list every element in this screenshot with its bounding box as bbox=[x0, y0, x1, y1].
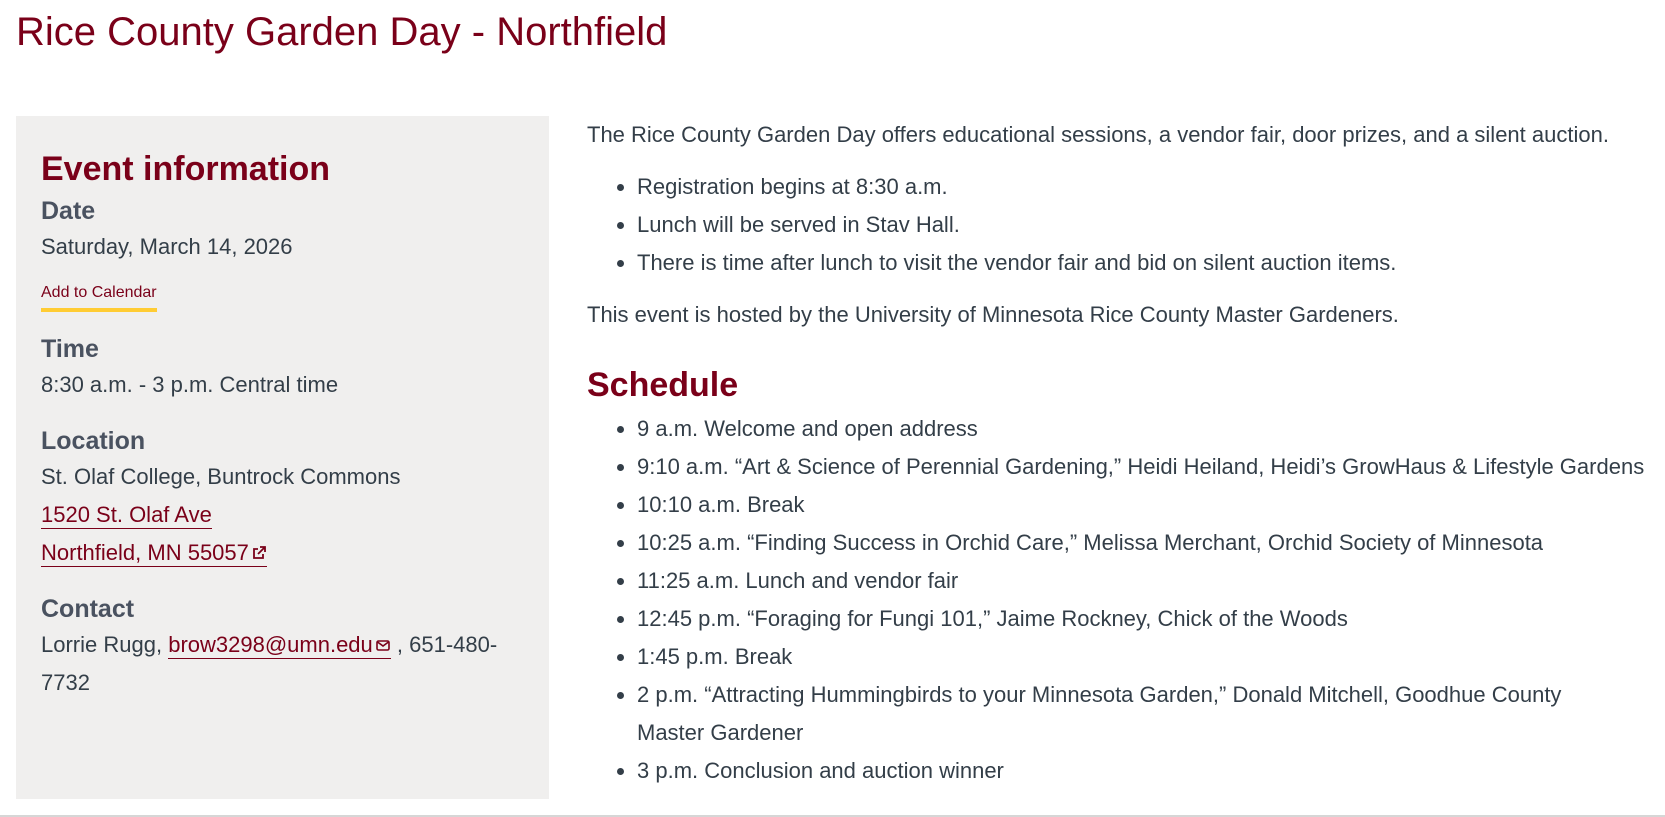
date-block bbox=[41, 194, 524, 312]
location-label: Location bbox=[41, 427, 146, 455]
schedule-item: • 2 p.m. “Attracting Hummingbirds to your Minnesota Garden,” Donald Mitchell, Goodhue County Master Gardener bbox=[637, 676, 1597, 752]
schedule-item: • 10:10 a.m. Break bbox=[637, 486, 1662, 524]
list-item: • There is time after lunch to visit the vendor fair and bid on silent auction items. bbox=[637, 244, 1662, 282]
contact-email: brow3298@umn.edu bbox=[168, 632, 373, 657]
contact-email-link[interactable] bbox=[168, 632, 391, 659]
time-block bbox=[41, 332, 524, 404]
contact-phone: , 651-480-7732 bbox=[41, 632, 498, 695]
schedule-heading: Schedule bbox=[587, 366, 739, 404]
list-item: • Lunch will be served in Stav Hall. bbox=[637, 206, 1662, 244]
date-label: Date bbox=[41, 197, 96, 225]
schedule-item: • 1:45 p.m. Break bbox=[637, 638, 1662, 676]
contact-label: Contact bbox=[41, 595, 135, 623]
time-value: 8:30 a.m. - 3 p.m. Central time bbox=[41, 372, 339, 397]
contact-block bbox=[41, 592, 524, 702]
intro-paragraph: The Rice County Garden Day offers educational sessions, a vendor fair, door prizes, and a silent auction. bbox=[587, 122, 1609, 147]
email-icon bbox=[375, 637, 391, 653]
hosted-paragraph: This event is hosted by the University of Minnesota Rice County Master Gardeners. bbox=[587, 302, 1399, 327]
event-description bbox=[587, 116, 1662, 804]
schedule-item: • 9 a.m. Welcome and open address bbox=[637, 410, 1662, 448]
location-block bbox=[41, 424, 524, 572]
info-list bbox=[587, 168, 1662, 282]
schedule-item: • 12:45 p.m. “Foraging for Fungi 101,” Jaime Rockney, Chick of the Woods bbox=[637, 600, 1662, 638]
address-line2: Northfield, MN 55057 bbox=[41, 540, 249, 565]
date-value: Saturday, March 14, 2026 bbox=[41, 234, 293, 259]
event-info-heading: Event information bbox=[41, 150, 331, 188]
list-item: • Registration begins at 8:30 a.m. bbox=[637, 168, 1662, 206]
schedule-item: • 3 p.m. Conclusion and auction winner bbox=[637, 752, 1662, 790]
time-label: Time bbox=[41, 335, 99, 363]
add-to-calendar-link[interactable]: Add to Calendar bbox=[41, 278, 157, 312]
page-title: Rice County Garden Day - Northfield bbox=[16, 10, 668, 54]
schedule-item: • 10:25 a.m. “Finding Success in Orchid Care,” Melissa Merchant, Orchid Society of Minnesota bbox=[637, 524, 1662, 562]
event-info-sidebar bbox=[16, 116, 549, 799]
contact-name: Lorrie Rugg, bbox=[41, 632, 163, 657]
schedule-list bbox=[587, 410, 1662, 790]
address-line1-link[interactable]: 1520 St. Olaf Ave bbox=[41, 502, 212, 527]
address-map-link[interactable] bbox=[41, 540, 267, 567]
contact-line bbox=[41, 626, 511, 702]
external-link-icon bbox=[251, 545, 267, 561]
location-name: St. Olaf College, Buntrock Commons bbox=[41, 464, 401, 489]
schedule-item: • 9:10 a.m. “Art & Science of Perennial Gardening,” Heidi Heiland, Heidi’s GrowHaus & Lifestyle Gardens bbox=[637, 448, 1662, 486]
schedule-item: • 11:25 a.m. Lunch and vendor fair bbox=[637, 562, 1662, 600]
